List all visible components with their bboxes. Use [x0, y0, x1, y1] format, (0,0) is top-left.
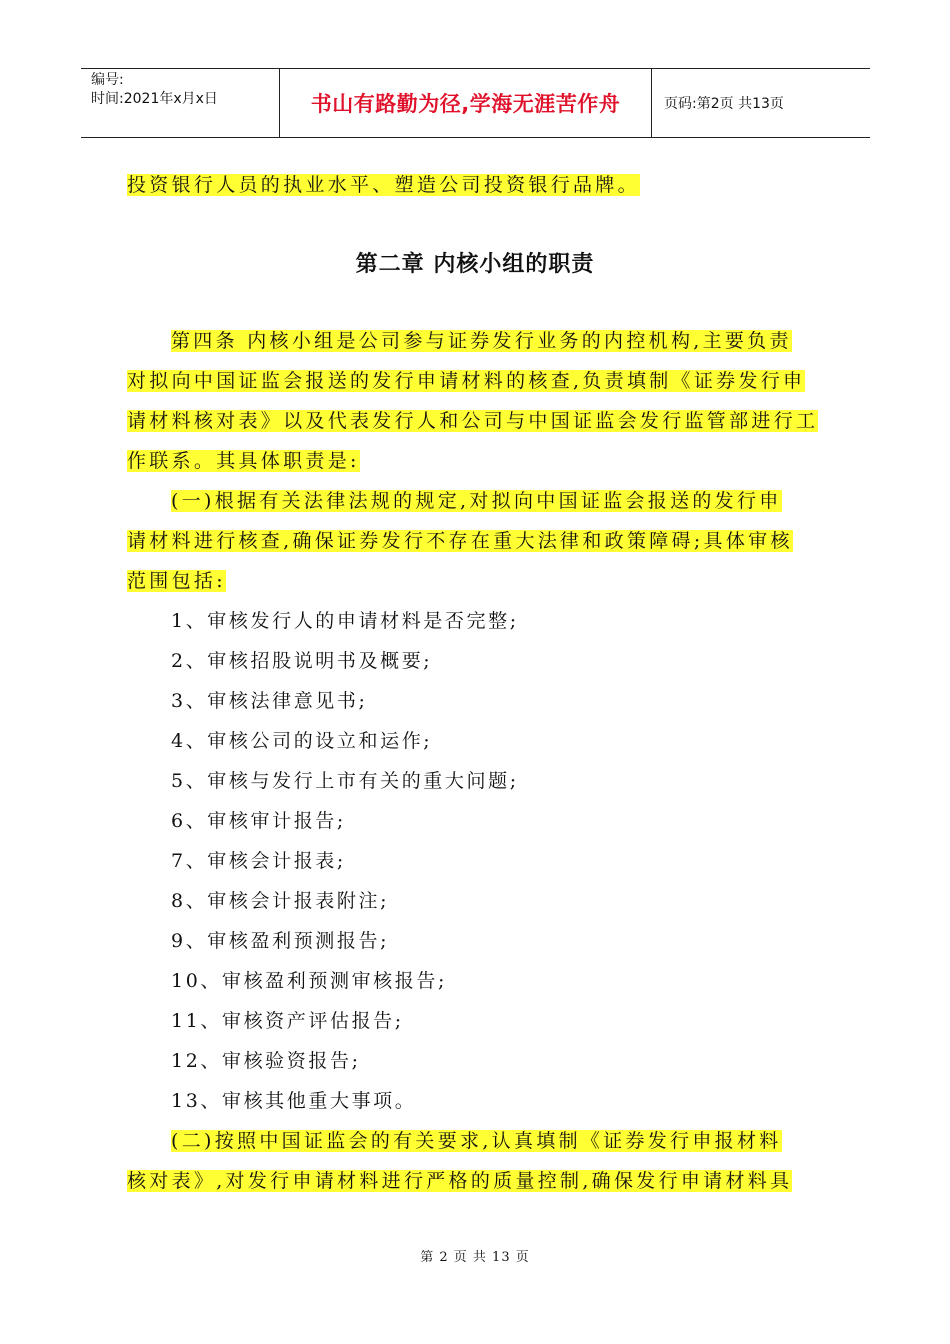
clause2-line-2	[127, 1168, 792, 1194]
review-item: 2、审核招股说明书及概要;	[171, 650, 433, 672]
clause2-line-1	[171, 1128, 782, 1154]
article4-line-3	[127, 408, 818, 434]
header-meta	[81, 69, 280, 137]
page-footer: 第 2 页 共 13 页	[420, 1250, 530, 1265]
clause1-line-3	[127, 568, 226, 594]
review-item: 6、审核审计报告;	[171, 810, 346, 832]
article4-line-2	[127, 368, 805, 394]
review-item: 12、审核验资报告;	[171, 1050, 361, 1072]
article4-line-4	[127, 448, 360, 474]
header-page-info-text: 页码:第2页 共13页	[664, 96, 784, 112]
intro-line	[127, 172, 640, 198]
header-motto-cell	[280, 69, 652, 137]
header-motto: 书山有路勤为径,学海无涯苦作舟	[310, 92, 621, 116]
document-number-label: 编号:	[91, 72, 124, 88]
article4-text-4: 作联系。其具体职责是:	[127, 450, 360, 472]
page-header	[81, 68, 870, 138]
clause1-text-3: 范围包括:	[127, 570, 226, 592]
intro-text: 投资银行人员的执业水平、塑造公司投资银行品牌。	[127, 174, 640, 196]
article4-text-1: 第四条 内核小组是公司参与证券发行业务的内控机构,主要负责	[171, 330, 792, 352]
article4-text-2: 对拟向中国证监会报送的发行申请材料的核查,负责填制《证券发行申	[127, 370, 806, 392]
document-time-label: 时间:2021年x月x日	[91, 91, 218, 107]
clause1-line-1	[171, 488, 782, 514]
article4-line-1	[171, 328, 792, 354]
clause1-text-2: 请材料进行核查,确保证券发行不存在重大法律和政策障碍;具体审核	[127, 530, 793, 552]
review-item: 4、审核公司的设立和运作;	[171, 730, 433, 752]
review-item: 1、审核发行人的申请材料是否完整;	[171, 610, 519, 632]
chapter-title: 第二章 内核小组的职责	[355, 252, 595, 277]
review-item: 5、审核与发行上市有关的重大问题;	[171, 770, 519, 792]
review-item: 3、审核法律意见书;	[171, 690, 368, 712]
clause1-line-2	[127, 528, 793, 554]
header-page-info	[652, 69, 870, 137]
review-item: 11、审核资产评估报告;	[171, 1010, 404, 1032]
review-item: 7、审核会计报表;	[171, 850, 346, 872]
review-item: 13、审核其他重大事项。	[171, 1090, 417, 1112]
clause2-text-2: 核对表》,对发行申请材料进行严格的质量控制,确保发行申请材料具	[127, 1170, 793, 1192]
article4-text-3: 请材料核对表》以及代表发行人和公司与中国证监会发行监管部进行工	[127, 410, 819, 432]
clause2-text-1: (二)按照中国证监会的有关要求,认真填制《证券发行申报材料	[171, 1130, 782, 1152]
review-item: 10、审核盈利预测审核报告;	[171, 970, 447, 992]
review-item: 8、审核会计报表附注;	[171, 890, 390, 912]
review-item: 9、审核盈利预测报告;	[171, 930, 390, 952]
clause1-text-1: (一)根据有关法律法规的规定,对拟向中国证监会报送的发行申	[171, 490, 782, 512]
